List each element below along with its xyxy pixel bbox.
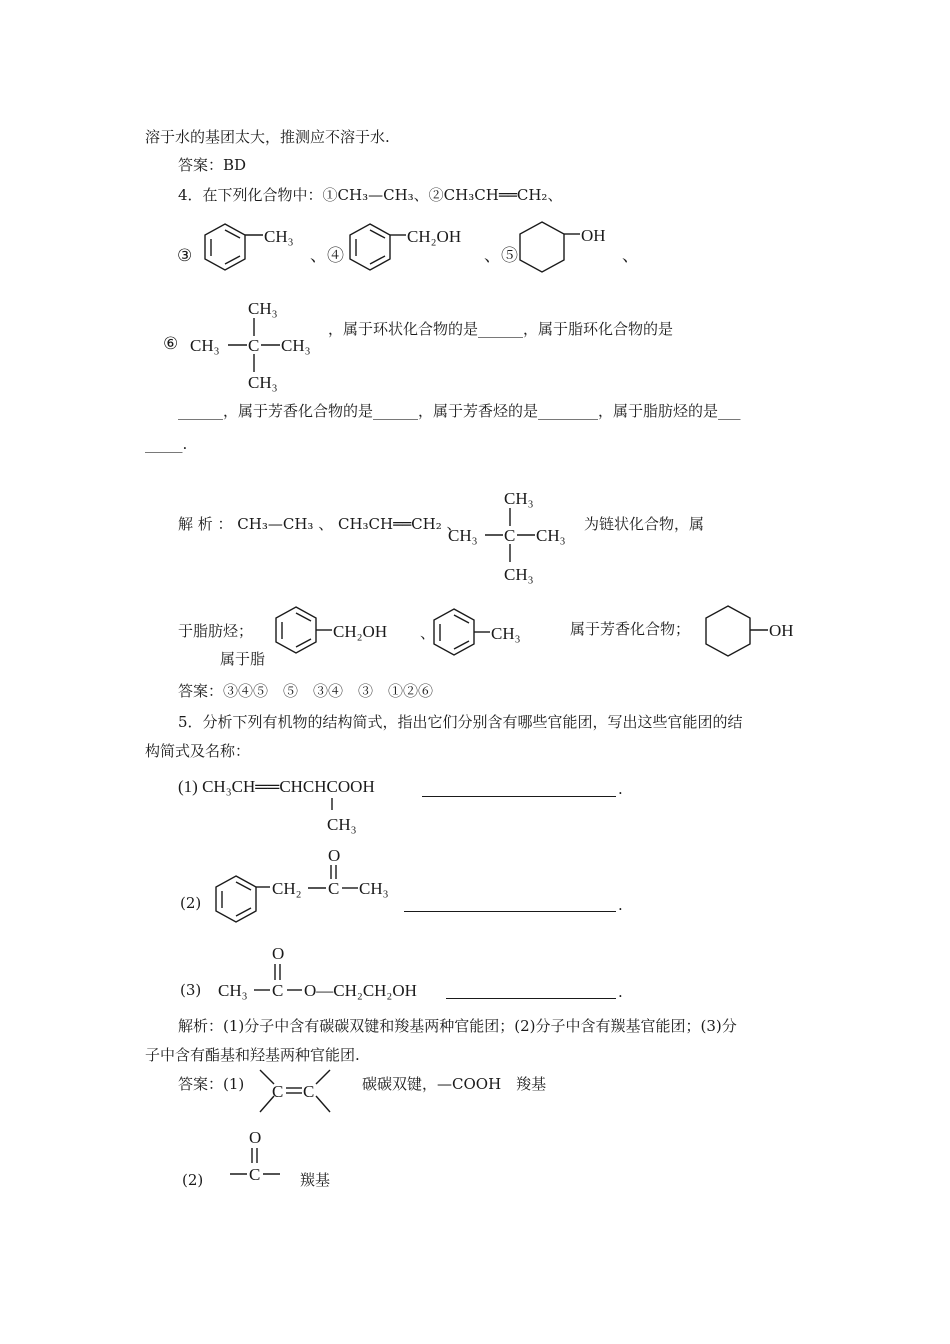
period: . — [618, 780, 623, 798]
cyclohexanol-structure-2 — [706, 604, 806, 664]
separator: 、 — [622, 246, 639, 265]
svg-text:CH₃: CH₃ — [248, 373, 278, 392]
svg-text:C: C — [249, 1165, 261, 1184]
svg-text:CH₂OH: CH₂OH — [333, 622, 388, 641]
svg-text:C: C — [303, 1082, 315, 1101]
svg-text:OH: OH — [581, 226, 606, 245]
svg-text:C: C — [248, 336, 260, 355]
explanation-text: 为链状化合物，属 — [584, 515, 705, 533]
svg-text:CH₃: CH₃ — [248, 299, 278, 318]
question-4-text: _____. — [145, 435, 188, 453]
svg-text:CH₃: CH₃ — [491, 624, 521, 643]
phenylacetone-structure — [216, 846, 406, 936]
answer-2-text: 羰基 — [300, 1171, 331, 1189]
part-3-label: (3) — [180, 981, 202, 999]
svg-text:CH₂OH: CH₂OH — [407, 227, 462, 246]
label-3: ③ — [177, 246, 193, 265]
svg-text:CH₃: CH₃ — [504, 565, 534, 584]
svg-text:C: C — [328, 879, 340, 898]
svg-text:O: O — [272, 944, 285, 963]
svg-text:O: O — [328, 846, 341, 865]
answer-2-label: (2) — [182, 1171, 204, 1189]
explanation-text: 解 析 ： CH₃—CH₃ 、 CH₃CH══CH₂ 、 — [178, 515, 462, 533]
part-2-label: (2) — [180, 894, 202, 912]
benzyl-alcohol-structure — [350, 222, 480, 282]
part-1-formula: (1) CH₃CH══CHCHCOOH — [178, 777, 375, 796]
svg-text:CH₃: CH₃ — [190, 336, 220, 355]
svg-text:CH₃: CH₃ — [264, 227, 294, 246]
explanation-text: 、 — [420, 624, 436, 642]
svg-text:O: O — [249, 1128, 262, 1147]
ester-structure — [216, 940, 456, 1000]
svg-text:C: C — [272, 1082, 284, 1101]
answer-blank-3[interactable] — [446, 998, 616, 999]
svg-text:CH₂: CH₂ — [272, 879, 302, 898]
explanation-text: 于脂肪烃； — [178, 622, 254, 640]
answer-blank-2[interactable] — [404, 911, 616, 912]
svg-text:CH₃: CH₃ — [281, 336, 311, 355]
explanation-text: 属于脂 — [220, 650, 266, 668]
answer-1-label: 答案：(1) — [178, 1075, 245, 1093]
solution-text: 解析：(1)分子中含有碳碳双键和羧基两种官能团；(2)分子中含有羰基官能团；(3)分 — [178, 1017, 737, 1035]
period: . — [618, 983, 623, 1001]
label-4: 、④ — [310, 246, 344, 265]
svg-text:CH₃: CH₃ — [504, 489, 534, 508]
svg-text:CH₃: CH₃ — [359, 879, 389, 898]
question-5: 5．分析下列有机物的结构简式，指出它们分别含有哪些官能团，写出这些官能团的结 — [178, 713, 743, 731]
period: . — [618, 896, 623, 914]
label-5: 、⑤ — [484, 246, 518, 265]
part-1-branch — [320, 798, 380, 838]
svg-text:CH₃: CH₃ — [218, 981, 248, 1000]
svg-text:OH: OH — [769, 621, 794, 640]
svg-text:O—CH₂CH₂OH: O—CH₂CH₂OH — [304, 981, 417, 1000]
svg-text:CH₃: CH₃ — [327, 815, 357, 834]
neopentane-structure-2 — [448, 484, 588, 584]
question-4: 4．在下列化合物中：①CH₃—CH₃、②CH₃CH══CH₂、 — [178, 186, 563, 204]
svg-text:CH₃: CH₃ — [536, 526, 566, 545]
carbonyl-structure — [228, 1126, 298, 1186]
answer-blank-1[interactable] — [422, 796, 616, 797]
answer-1-text: 碳碳双键，—COOH 羧基 — [362, 1075, 547, 1093]
answer-line: 答案：BD — [178, 156, 247, 174]
neopentane-structure — [190, 292, 330, 392]
text-line: 溶于水的基团太大，推测应不溶于水. — [145, 128, 390, 146]
toluene-structure — [205, 222, 305, 282]
label-6: ⑥ — [163, 334, 179, 353]
benzyl-alcohol-structure-2 — [276, 605, 406, 665]
svg-text:C: C — [504, 526, 516, 545]
explanation-text: 属于芳香化合物； — [570, 620, 691, 638]
question-5: 构简式及名称： — [145, 742, 251, 760]
svg-text:C: C — [272, 981, 284, 1000]
toluene-structure-2 — [434, 607, 534, 667]
solution-text: 子中含有酯基和羟基两种官能团. — [145, 1046, 360, 1064]
svg-text:CH₃: CH₃ — [448, 526, 478, 545]
question-4-text: ，属于环状化合物的是______，属于脂环化合物的是 — [328, 320, 674, 338]
answer-line: 答案：③④⑤ ⑤ ③④ ③ ①②⑥ — [178, 682, 434, 700]
question-4-text: ______，属于芳香化合物的是______，属于芳香烃的是________，属于脂肪烃的是___ — [178, 402, 741, 420]
cyclohexanol-structure — [520, 220, 620, 280]
alkene-structure — [256, 1068, 356, 1118]
